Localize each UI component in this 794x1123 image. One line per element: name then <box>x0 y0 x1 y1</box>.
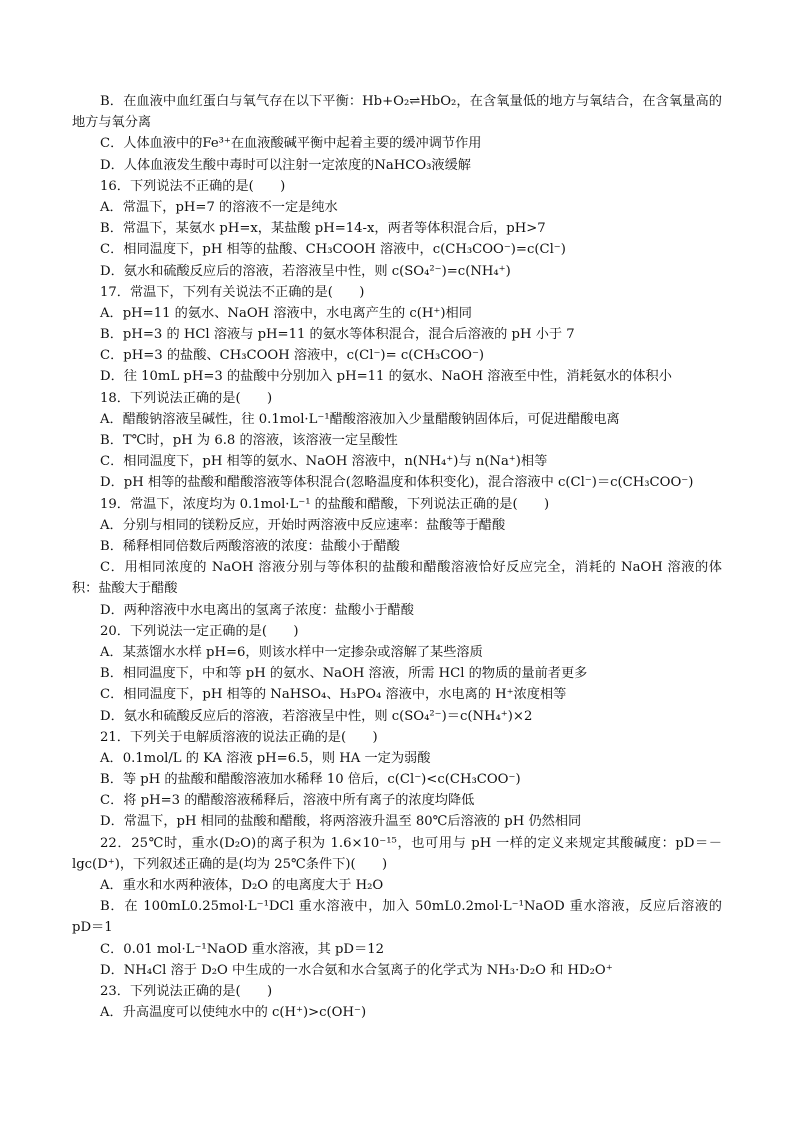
text-line: B．在血液中血红蛋白与氧气存在以下平衡：Hb+O₂⇌HbO₂，在含氧量低的地方与氧结合，在含氧量高的地方与氧分离 <box>72 94 722 131</box>
option-line: C．pH=3 的盐酸、CH₃COOH 溶液中，c(Cl⁻)= c(CH₃COO⁻) <box>100 348 485 364</box>
option-line: D．常温下，pH 相同的盐酸和醋酸，将两溶液升温至 80℃后溶液的 pH 仍然相同 <box>100 814 582 830</box>
text-line: C．人体血液中的Fe³⁺在血液酸碱平衡中起着主要的缓冲调节作用 <box>100 136 482 152</box>
question-18: 18．下列说法正确的是( ) <box>100 390 273 406</box>
option-line: B．常温下，某氨水 pH=x，某盐酸 pH=14-x，两者等体积混合后，pH>7 <box>100 221 546 237</box>
option-line: D．氨水和硫酸反应后的溶液，若溶液呈中性，则 c(SO₄²⁻)=c(NH₄⁺) <box>100 263 511 279</box>
option-line: A．重水和水两种液体，D₂O 的电离度大于 H₂O <box>100 878 384 894</box>
option-line: B．稀释相同倍数后两酸溶液的浓度：盐酸小于醋酸 <box>100 538 400 554</box>
option-line: D．NH₄Cl 溶于 D₂O 中生成的一水合氨和水合氢离子的化学式为 NH₃·D₂O 和 HD₂O⁺ <box>100 962 613 978</box>
question-17: 17．常温下，下列有关说法不正确的是( ) <box>100 284 365 300</box>
option-line: A．pH=11 的氨水、NaOH 溶液中，水电离产生的 c(H⁺)相同 <box>100 305 472 321</box>
document-body <box>72 91 722 1023</box>
option-line: D．往 10mL pH=3 的盐酸中分别加入 pH=11 的氨水、NaOH 溶液至中性，消耗氨水的体积小 <box>100 369 672 385</box>
option-line: C．用相同浓度的 NaOH 溶液分别与等体积的盐酸和醋酸溶液恰好反应完全，消耗的 NaOH 溶液的体积：盐酸大于醋酸 <box>72 560 722 597</box>
option-line: B．在 100mL0.25mol·L⁻¹DCl 重水溶液中，加入 50mL0.2mol·L⁻¹NaOD 重水溶液，反应后溶液的 pD＝1 <box>72 899 722 936</box>
option-line: C．相同温度下，pH 相等的氨水、NaOH 溶液中，n(NH₄⁺)与 n(Na⁺)相等 <box>100 454 548 470</box>
option-line: B．T℃时，pH 为 6.8 的溶液，该溶液一定呈酸性 <box>100 433 398 449</box>
option-line: A．某蒸馏水水样 pH=6，则该水样中一定掺杂或溶解了某些溶质 <box>100 644 483 660</box>
option-line: D．氨水和硫酸反应后的溶液，若溶液呈中性，则 c(SO₄²⁻)＝c(NH₄⁺)×2 <box>100 708 533 724</box>
option-line: A．常温下，pH=7 的溶液不一定是纯水 <box>100 199 338 215</box>
option-line: B．pH=3 的 HCl 溶液与 pH=11 的氨水等体积混合，混合后溶液的 pH 小于 7 <box>100 327 575 343</box>
question-16: 16．下列说法不正确的是( ) <box>100 178 286 194</box>
option-line: B．相同温度下，中和等 pH 的氨水、NaOH 溶液，所需 HCl 的物质的量前者更多 <box>100 666 588 682</box>
option-line: A．醋酸钠溶液呈碱性，往 0.1mol·L⁻¹醋酸溶液加入少量醋酸钠固体后，可促进醋酸电离 <box>100 411 620 427</box>
option-line: C．相同温度下，pH 相等的盐酸、CH₃COOH 溶液中，c(CH₃COO⁻)=c(Cl⁻) <box>100 242 566 258</box>
question-23: 23．下列说法正确的是( ) <box>100 984 273 999</box>
option-line: B．等 pH 的盐酸和醋酸溶液加水稀释 10 倍后，c(Cl⁻)<c(CH₃COO⁻) <box>100 772 521 788</box>
question-21: 21．下列关于电解质溶液的说法正确的是( ) <box>100 729 378 745</box>
option-line: A．分别与相同的镁粉反应，开始时两溶液中反应速率：盐酸等于醋酸 <box>100 517 506 533</box>
question-22: 22．25℃时，重水(D₂O)的离子积为 1.6×10⁻¹⁵，也可用与 pH 一样的定义来规定其酸碱度：pD＝－lgc(D⁺)，下列叙述正确的是(均为 25℃条件下)( ) <box>72 835 722 872</box>
option-line: A．0.1mol/L 的 KA 溶液 pH=6.5，则 HA 一定为弱酸 <box>100 750 431 766</box>
option-line: A．升高温度可以使纯水中的 c(H⁺)>c(OH⁻) <box>100 1005 367 1021</box>
option-line: D．pH 相等的盐酸和醋酸溶液等体积混合(忽略温度和体积变化)，混合溶液中 c(Cl⁻)＝c(CH₃COO⁻) <box>100 475 694 491</box>
question-20: 20．下列说法一定正确的是( ) <box>100 623 299 639</box>
option-line: D．两种溶液中水电离出的氢离子浓度：盐酸小于醋酸 <box>100 602 414 618</box>
option-line: C．将 pH=3 的醋酸溶液稀释后，溶液中所有离子的浓度均降低 <box>100 793 475 809</box>
option-line: C．相同温度下，pH 相等的 NaHSO₄、H₃PO₄ 溶液中，水电离的 H⁺浓度相等 <box>100 687 567 703</box>
text-line: D．人体血液发生酸中毒时可以注射一定浓度的NaHCO₃液缓解 <box>100 157 471 173</box>
question-19: 19．常温下，浓度均为 0.1mol·L⁻¹ 的盐酸和醋酸，下列说法正确的是( ) <box>100 496 550 512</box>
option-line: C．0.01 mol·L⁻¹NaOD 重水溶液，其 pD＝12 <box>100 941 384 957</box>
